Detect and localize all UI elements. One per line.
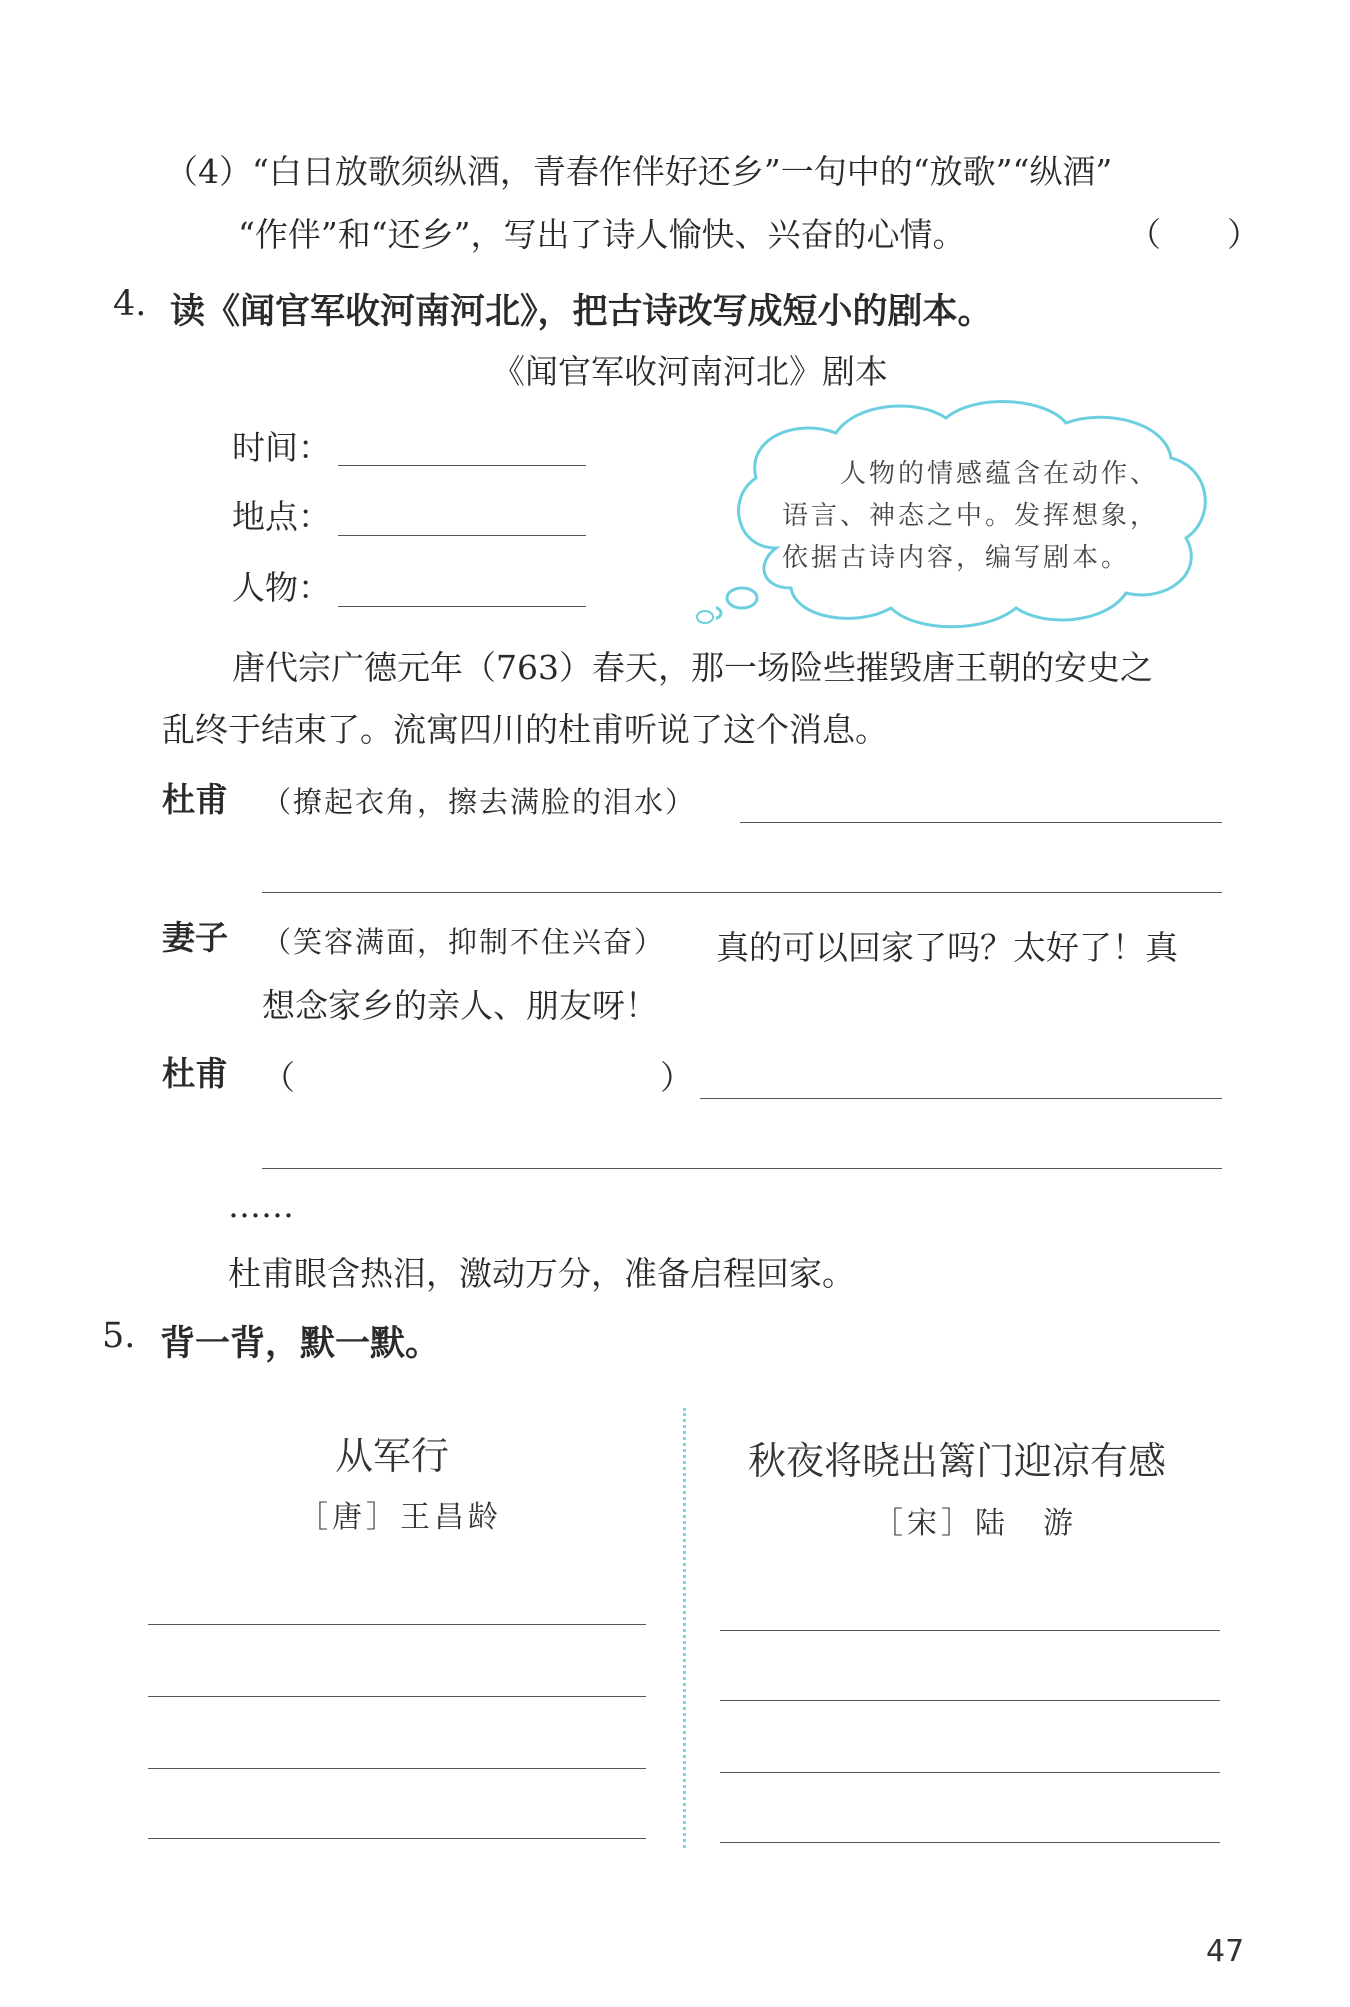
field-people-blank[interactable] [338,606,586,607]
statement-line-2: “作伴”和“还乡”，写出了诗人愉快、兴奋的心情。 [238,215,966,254]
bubble-line-3: 依据古诗内容，编写剧本。 [782,543,1131,573]
poem-2-title: 秋夜将晓出篱门迎凉有感 [748,1439,1167,1483]
intro-line-1: 唐代宗广德元年（763）春天，那一场险些摧毁唐王朝的安史之 [232,648,1153,687]
field-time-label: 时间： [232,428,331,467]
poem-1-line-4[interactable] [148,1838,646,1839]
field-time-blank[interactable] [338,465,586,466]
bubble-line-2: 语言、神态之中。发挥想象， [782,501,1160,531]
script-ending: 杜甫眼含热泪，激动万分，准备启程回家。 [228,1254,855,1293]
poem-1-line-1[interactable] [148,1624,646,1625]
dialogue-3-blank-a[interactable] [700,1098,1222,1099]
stage-direction-2: （笑容满面，抑制不住兴奋） [262,925,666,959]
wife-speech-2: 想念家乡的亲人、朋友呀！ [262,986,658,1025]
column-divider [683,1408,686,1848]
q4-prompt: 读《闻官军收河南河北》，把古诗改写成短小的剧本。 [170,292,993,332]
poem-2-line-4[interactable] [720,1842,1220,1843]
ellipsis: …… [228,1186,294,1225]
wife-speech-1: 真的可以回家了吗？太好了！真 [716,928,1178,967]
stage-open-paren: （ [262,1058,295,1097]
field-place-label: 地点： [232,497,331,536]
bubble-line-1: 人物的情感蕴含在动作、 [840,459,1160,489]
stage-direction-1: （撩起衣角，擦去满脸的泪水） [262,785,697,819]
dialogue-3-blank-b[interactable] [262,1168,1222,1169]
poem-2-line-1[interactable] [720,1630,1220,1631]
dialogue-1-blank-b[interactable] [262,892,1222,893]
intro-line-2: 乱终于结束了。流寓四川的杜甫听说了这个消息。 [162,710,888,749]
poem-2-line-2[interactable] [720,1700,1220,1701]
q4-number: 4. [113,284,147,324]
q5-number: 5. [102,1316,136,1356]
script-title: 《闻官军收河南河北》剧本 [492,352,888,391]
speaker-dufu-2: 杜甫 [162,1054,228,1093]
judgement-blank[interactable]: （ ） [1128,215,1260,254]
q5-prompt: 背一背，默一默。 [160,1324,441,1364]
speaker-wife: 妻子 [162,918,228,957]
bubble-dot-icon [696,610,714,624]
poem-2-line-3[interactable] [720,1772,1220,1773]
speaker-dufu-1: 杜甫 [162,780,228,819]
poem-1-line-3[interactable] [148,1768,646,1769]
field-people-label: 人物： [232,568,331,607]
poem-2-author: ［宋］陆 游 [873,1506,1077,1541]
poem-1-author: ［唐］王昌龄 [298,1500,502,1535]
dialogue-1-blank-a[interactable] [740,822,1222,823]
statement-line-1: （4）“白日放歌须纵酒，青春作伴好还乡”一句中的“放歌”“纵酒” [165,152,1113,191]
stage-direction-blank[interactable] [290,1056,660,1096]
page-number: 47 [1206,1934,1245,1969]
field-place-blank[interactable] [338,535,586,536]
stage-close-paren: ） [660,1058,693,1097]
poem-1-line-2[interactable] [148,1696,646,1697]
poem-1-title: 从军行 [335,1434,450,1478]
